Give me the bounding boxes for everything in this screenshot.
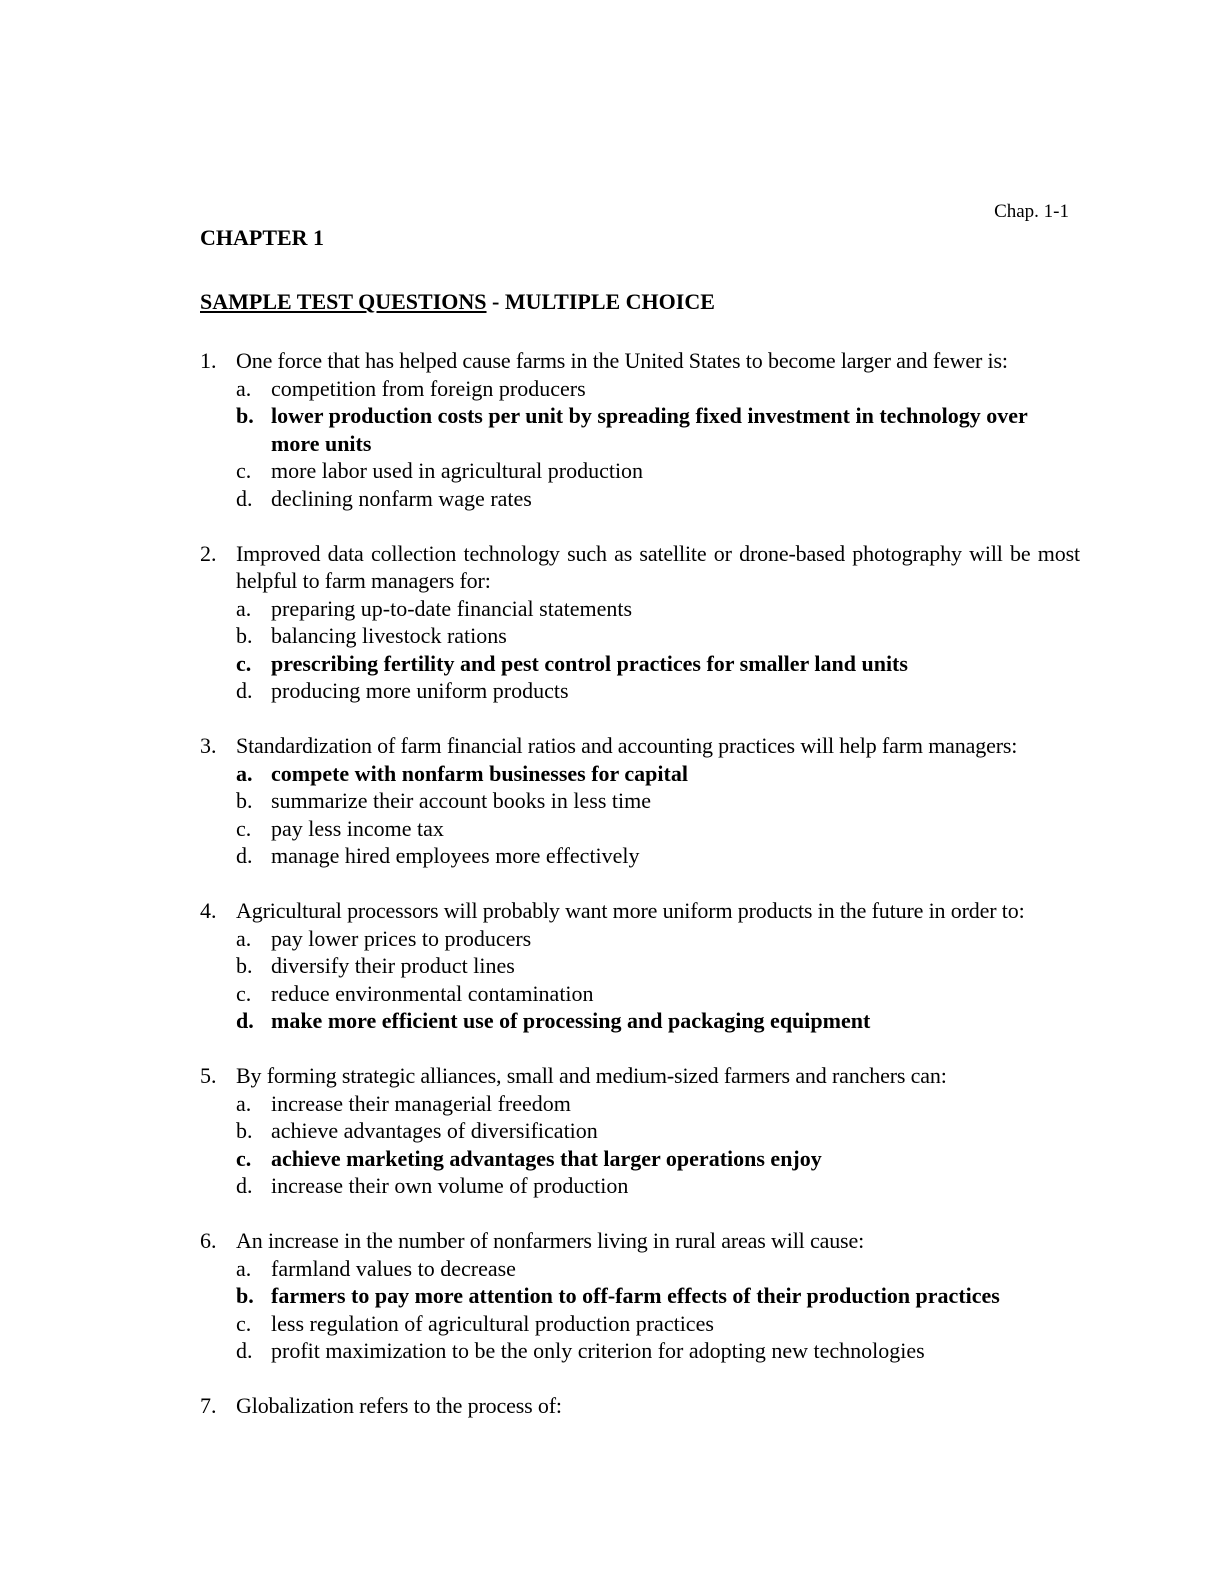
option-letter: c. bbox=[236, 1310, 252, 1336]
correct-answer-option bbox=[236, 402, 1080, 457]
question-number: 3. bbox=[200, 733, 217, 758]
option-letter: a. bbox=[236, 375, 252, 401]
option-text: achieve marketing advantages that larger operations enjoy bbox=[271, 1145, 822, 1171]
option-letter: b. bbox=[236, 623, 253, 648]
correct-answer-option bbox=[236, 650, 1080, 678]
answer-option bbox=[236, 815, 1080, 843]
correct-answer-option bbox=[236, 1282, 1080, 1310]
question-number: 2. bbox=[200, 540, 217, 566]
option-text: lower production costs per unit by spreading fixed investment in technology over more units bbox=[271, 403, 1028, 456]
question-item bbox=[200, 1062, 1080, 1200]
option-list bbox=[236, 760, 1080, 870]
option-text: less regulation of agricultural production practices bbox=[271, 1310, 714, 1336]
option-text: reduce environmental contamination bbox=[271, 980, 594, 1006]
answer-option bbox=[236, 842, 1080, 870]
answer-option bbox=[236, 622, 1080, 650]
answer-option bbox=[236, 1337, 1080, 1365]
option-text: make more efficient use of processing and packaging equipment bbox=[271, 1008, 871, 1033]
question-row bbox=[200, 540, 1080, 595]
answer-option bbox=[236, 787, 1080, 815]
question-row bbox=[200, 1227, 1080, 1255]
option-letter: d. bbox=[236, 1173, 253, 1198]
question-item bbox=[200, 540, 1080, 705]
option-letter: d. bbox=[236, 678, 253, 703]
question-row bbox=[200, 897, 1080, 925]
option-text: competition from foreign producers bbox=[271, 375, 586, 401]
option-letter: a. bbox=[236, 1090, 252, 1116]
option-letter: a. bbox=[236, 595, 252, 621]
question-item bbox=[200, 1227, 1080, 1365]
answer-option bbox=[236, 1117, 1080, 1145]
answer-option bbox=[236, 980, 1080, 1008]
question-number: 6. bbox=[200, 1228, 217, 1253]
option-letter: a. bbox=[236, 1255, 252, 1281]
option-letter: b. bbox=[236, 403, 254, 428]
option-text: manage hired employees more effectively bbox=[271, 843, 640, 868]
question-number: 4. bbox=[200, 898, 217, 923]
question-item bbox=[200, 1392, 1080, 1420]
question-row bbox=[200, 732, 1080, 760]
question-text: By forming strategic alliances, small and medium-sized farmers and ranchers can: bbox=[236, 1063, 947, 1088]
option-text: increase their managerial freedom bbox=[271, 1090, 571, 1116]
option-text: preparing up-to-date financial statements bbox=[271, 595, 633, 621]
option-letter: d. bbox=[236, 1008, 254, 1033]
correct-answer-option bbox=[236, 1145, 1080, 1173]
option-letter: b. bbox=[236, 953, 253, 978]
option-letter: b. bbox=[236, 788, 253, 813]
answer-option bbox=[236, 1255, 1080, 1283]
option-text: producing more uniform products bbox=[271, 678, 569, 703]
question-text: Globalization refers to the process of: bbox=[236, 1393, 562, 1418]
question-number: 1. bbox=[200, 348, 217, 373]
option-text: more labor used in agricultural production bbox=[271, 458, 644, 483]
answer-option bbox=[236, 925, 1080, 953]
question-item bbox=[200, 732, 1080, 870]
section-title-rest: - MULTIPLE CHOICE bbox=[486, 289, 715, 314]
option-letter: b. bbox=[236, 1283, 254, 1308]
option-list bbox=[236, 595, 1080, 705]
option-text: diversify their product lines bbox=[271, 953, 515, 978]
option-letter: d. bbox=[236, 485, 253, 511]
answer-option bbox=[236, 1090, 1080, 1118]
question-list bbox=[200, 347, 1080, 1447]
question-text: Standardization of farm financial ratios and accounting practices will help farm managers: bbox=[236, 733, 1018, 758]
option-text: balancing livestock rations bbox=[271, 623, 507, 648]
answer-option bbox=[236, 375, 1080, 403]
option-list bbox=[236, 925, 1080, 1035]
question-number: 7. bbox=[200, 1393, 217, 1418]
answer-option bbox=[236, 952, 1080, 980]
option-text: compete with nonfarm businesses for capital bbox=[271, 760, 688, 786]
question-item bbox=[200, 897, 1080, 1035]
question-row bbox=[200, 1062, 1080, 1090]
option-letter: c. bbox=[236, 458, 252, 483]
option-list bbox=[236, 1255, 1080, 1365]
question-text: Improved data collection technology such as satellite or drone-based photography will be most helpful to farm managers for: bbox=[236, 540, 1080, 593]
answer-option bbox=[236, 485, 1080, 513]
page-label: Chap. 1-1 bbox=[994, 201, 1069, 222]
correct-answer-option bbox=[236, 760, 1080, 788]
answer-option bbox=[236, 677, 1080, 705]
question-item bbox=[200, 347, 1080, 512]
option-text: declining nonfarm wage rates bbox=[271, 485, 532, 511]
answer-option bbox=[236, 1310, 1080, 1338]
question-text: An increase in the number of nonfarmers living in rural areas will cause: bbox=[236, 1228, 865, 1253]
chapter-title: CHAPTER 1 bbox=[200, 225, 325, 250]
option-list bbox=[236, 375, 1080, 513]
question-number: 5. bbox=[200, 1063, 217, 1088]
question-row bbox=[200, 1392, 1080, 1420]
question-row bbox=[200, 347, 1080, 375]
option-letter: a. bbox=[236, 760, 253, 786]
correct-answer-option bbox=[236, 1007, 1080, 1035]
option-text: pay less income tax bbox=[271, 815, 444, 841]
option-letter: c. bbox=[236, 980, 252, 1006]
option-text: pay lower prices to producers bbox=[271, 925, 532, 951]
option-text: prescribing fertility and pest control practices for smaller land units bbox=[271, 650, 908, 676]
option-letter: c. bbox=[236, 1145, 252, 1171]
option-text: summarize their account books in less time bbox=[271, 788, 652, 813]
option-list bbox=[236, 1090, 1080, 1200]
option-letter: a. bbox=[236, 925, 252, 951]
option-text: achieve advantages of diversification bbox=[271, 1118, 598, 1143]
option-letter: d. bbox=[236, 1338, 253, 1363]
option-letter: c. bbox=[236, 815, 252, 841]
option-letter: c. bbox=[236, 650, 252, 676]
section-title bbox=[200, 288, 715, 316]
answer-option bbox=[236, 1172, 1080, 1200]
option-text: farmers to pay more attention to off-farm effects of their production practices bbox=[271, 1283, 1000, 1308]
option-text: increase their own volume of production bbox=[271, 1173, 629, 1198]
section-title-underlined: SAMPLE TEST QUESTIONS bbox=[200, 289, 487, 314]
answer-option bbox=[236, 457, 1080, 485]
option-text: profit maximization to be the only criterion for adopting new technologies bbox=[271, 1338, 925, 1363]
answer-option bbox=[236, 595, 1080, 623]
option-text: farmland values to decrease bbox=[271, 1255, 516, 1281]
option-letter: b. bbox=[236, 1118, 253, 1143]
question-text: One force that has helped cause farms in the United States to become larger and fewer is: bbox=[236, 348, 1008, 373]
option-letter: d. bbox=[236, 843, 253, 868]
question-text: Agricultural processors will probably want more uniform products in the future in order to: bbox=[236, 898, 1025, 923]
